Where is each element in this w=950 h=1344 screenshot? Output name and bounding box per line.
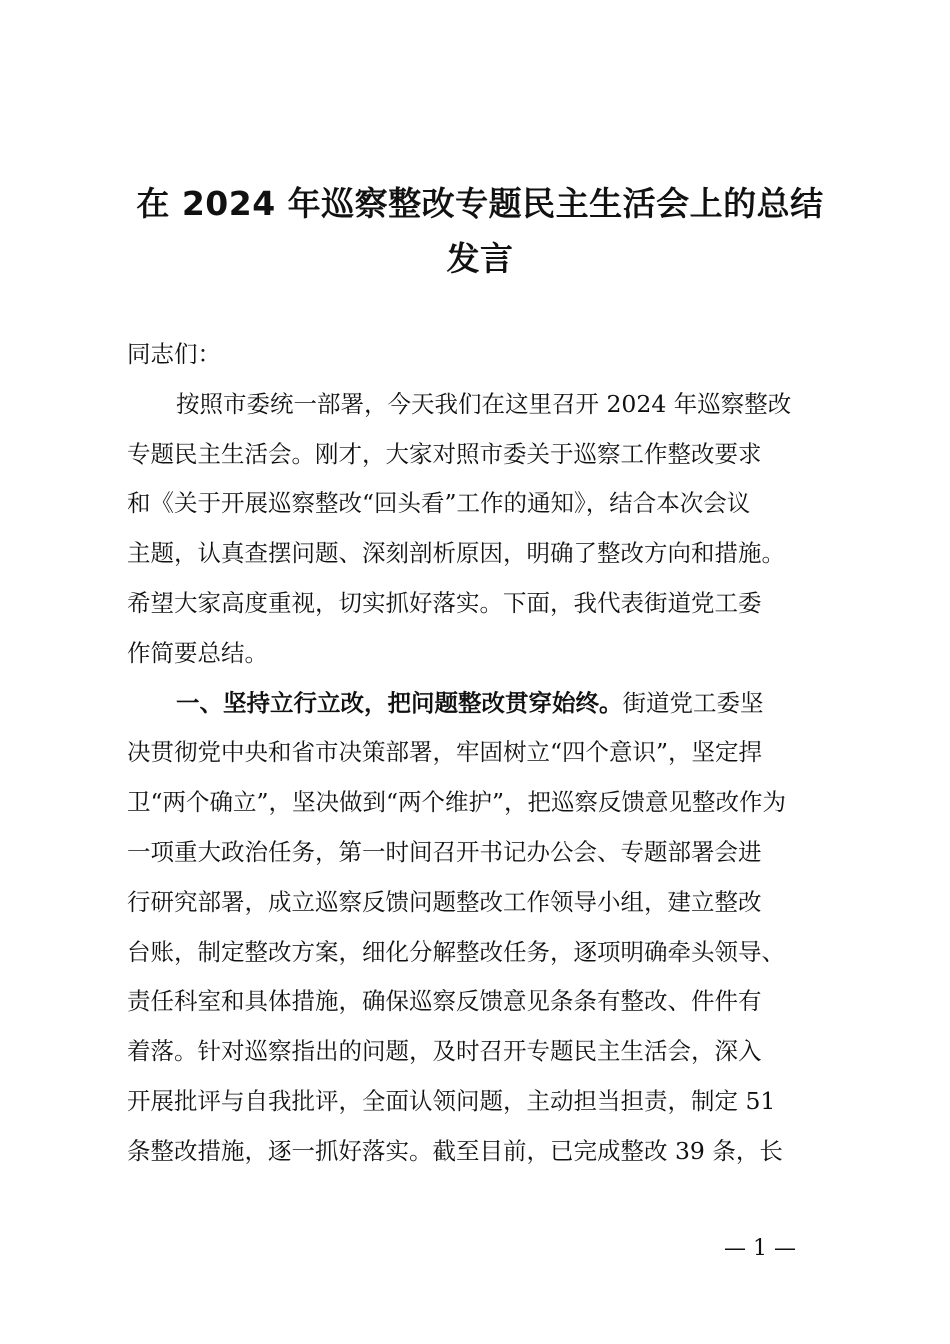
paragraph2-line: 责任科室和具体措施，确保巡察反馈意见条条有整改、件件有 — [127, 987, 762, 1016]
paragraph1-line: 和《关于开展巡察整改“回头看”工作的通知》，结合本次会议 — [127, 489, 751, 518]
paragraph2-line: 着落。针对巡察指出的问题，及时召开专题民主生活会，深入 — [127, 1037, 762, 1066]
paragraph2-line: 决贯彻党中央和省市决策部署，牢固树立“四个意识”，坚定捍 — [127, 738, 763, 767]
paragraph2-line: 卫“两个确立”，坚决做到“两个维护”，把巡察反馈意见整改作为 — [127, 788, 787, 817]
document-title — [120, 176, 840, 286]
paragraph2-line: 台账，制定整改方案，细化分解整改任务，逐项明确牵头领导、 — [127, 937, 785, 966]
section-heading: 一、坚持立行立改，把问题整改贯穿始终。 — [176, 688, 623, 717]
paragraph1-line: 按照市委统一部署，今天我们在这里召开 2024 年巡察整改 — [176, 389, 792, 418]
document-body — [127, 330, 857, 1177]
page-number: — 1 — — [724, 1236, 796, 1261]
paragraph2-line: 行研究部署，成立巡察反馈问题整改工作领导小组，建立整改 — [127, 887, 762, 916]
title-line-1: 在 2024 年巡察整改专题民主生活会上的总结 — [136, 184, 824, 223]
paragraph1-line: 主题，认真查摆问题、深刻剖析原因，明确了整改方向和措施。 — [127, 539, 785, 568]
paragraph2-line: 开展批评与自我批评，全面认领问题，主动担当担责，制定 51 — [127, 1086, 776, 1115]
paragraph1-line: 专题民主生活会。刚才，大家对照市委关于巡察工作整改要求 — [127, 439, 762, 468]
salutation: 同志们： — [127, 340, 221, 368]
paragraph2-line: 一项重大政治任务，第一时间召开书记办公会、专题部署会进 — [127, 837, 762, 866]
paragraph2-first-line — [127, 679, 857, 729]
paragraph2-first-line-text: 街道党工委坚 — [622, 688, 764, 717]
paragraph2-line: 条整改措施，逐一抓好落实。截至目前，已完成整改 39 条，长 — [127, 1136, 783, 1165]
paragraph1-line: 希望大家高度重视，切实抓好落实。下面，我代表街道党工委 — [127, 588, 762, 617]
title-line-2: 发言 — [446, 239, 514, 278]
paragraph1-line: 作简要总结。 — [127, 638, 268, 667]
